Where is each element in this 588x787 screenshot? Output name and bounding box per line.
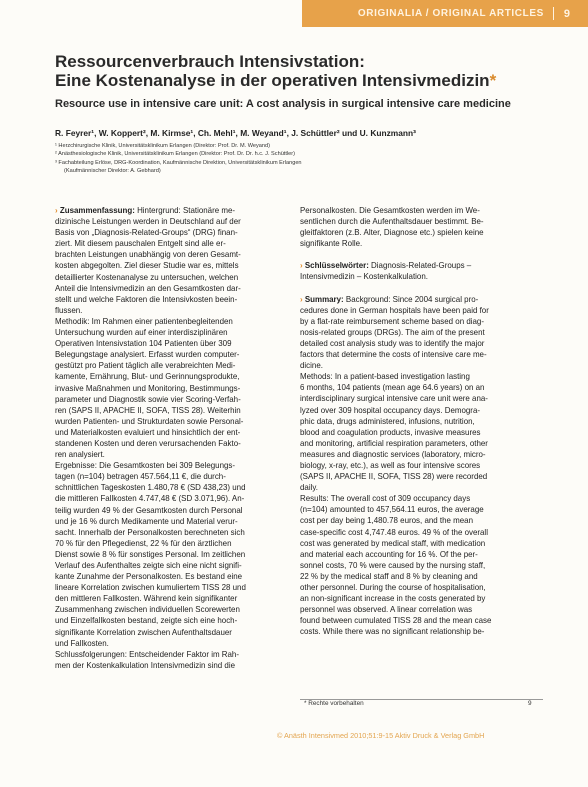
german-abstract-line: ren (SAPS II, APACHE II, SOFA, TISS 28). Weiterhin bbox=[55, 405, 241, 415]
footnote-page-number: 9 bbox=[528, 700, 532, 707]
english-abstract-line bbox=[300, 249, 543, 260]
english-abstract-line: phic data, drugs administered, infusions, nutrition, bbox=[300, 416, 475, 426]
section-arrow-icon: › bbox=[55, 206, 58, 215]
german-abstract-line: den mittleren Fallkosten. Während kein signifikanter bbox=[55, 594, 238, 604]
german-abstract-line: brachten Leistungen unabhängig von deren Gesamt- bbox=[55, 250, 241, 260]
german-abstract-line: sacht. Innerhalb der Personalkosten berechneten sich bbox=[55, 527, 245, 537]
page-number: 9 bbox=[563, 7, 570, 20]
english-abstract-line: sonnel costs, 70 % were caused by the nursing staff, bbox=[300, 560, 486, 570]
english-abstract-line: and material each accounting for 16 %. Of the per- bbox=[300, 549, 478, 559]
german-abstract-line: kamente, Ernährung, Blut- und Gerinnungsprodukte, bbox=[55, 372, 240, 382]
german-abstract-line: die mittleren Fallkosten 4.747,48 € (SD 3.071,96). An- bbox=[55, 494, 245, 504]
affiliation-3-continued: (Kaufmännischer Direktor: A. Gebhard) bbox=[64, 167, 161, 174]
english-abstract-line: Intensivmedizin – Kostenkalkulation. bbox=[300, 272, 428, 282]
german-abstract-line: signifikante Korrelation zwischen Aufenthaltsdauer bbox=[55, 627, 232, 637]
german-abstract-line: Untersuchung wurden auf einer interdisziplinären bbox=[55, 328, 228, 338]
german-abstract-line: und Einzelfallkosten bestand, zeigte sich eine hoch- bbox=[55, 616, 238, 626]
title-footnote-marker: * bbox=[489, 71, 497, 90]
english-abstract-line: Results: The overall cost of 309 occupancy days bbox=[300, 494, 471, 504]
german-abstract-line: lineare Korrelation zwischen kumuliertem TISS 28 und bbox=[55, 583, 246, 593]
affiliation-2: ² Anästhesiologische Klinik, Universitätsklinikum Erlangen (Direktor: Prof. Dr. Dr. h.c. J. Schüttler) bbox=[55, 151, 295, 158]
article-title bbox=[55, 52, 555, 90]
german-abstract-line: › Zusammenfassung: Hintergrund: Stationäre me- bbox=[55, 206, 236, 215]
german-abstract-line: kante Zunahme der Personalkosten. Es bestand eine bbox=[55, 572, 243, 582]
english-abstract-line: cost was generated by medical staff, with medication bbox=[300, 538, 486, 548]
english-abstract-line: 22 % by the medical staff and 8 % by cleaning and bbox=[300, 571, 478, 581]
english-abstract-line: Methods: In a patient-based investigation lasting bbox=[300, 372, 470, 382]
section-label: ORIGINALIA / ORIGINAL ARTICLES bbox=[357, 8, 544, 19]
german-abstract-line: Schlussfolgerungen: Entscheidender Faktor im Rah- bbox=[55, 649, 239, 659]
section-arrow-icon: › bbox=[300, 294, 303, 304]
affiliation-1: ¹ Herzchirurgische Klinik, Universitätsklinikum Erlangen (Direktor: Prof. Dr. M. Weyand) bbox=[55, 143, 271, 149]
section-arrow-icon: › bbox=[300, 261, 303, 271]
abstract-german-column bbox=[55, 205, 288, 671]
german-abstract-line: Ergebnisse: Die Gesamtkosten bei 309 Belegungs- bbox=[55, 461, 236, 471]
german-abstract-line: 70 % für den Pflegedienst, 22 % für den ärztlichen bbox=[55, 538, 232, 548]
affiliations bbox=[55, 142, 535, 175]
german-abstract-line: gestützt pro Patient täglich alle verabreichten Medi- bbox=[55, 361, 236, 371]
german-abstract-line: Methodik: Im Rahmen einer patientenbegleitenden bbox=[55, 316, 233, 326]
german-abstract-line: kosten abgegolten. Ziel dieser Studie war es, mittels bbox=[55, 261, 239, 271]
german-abstract-line: Verlauf des Aufenthaltes zeigte sich eine nicht signifi- bbox=[55, 561, 242, 570]
title-line-1: Ressourcenverbrauch Intensivstation: bbox=[55, 52, 365, 71]
abstract-english-column bbox=[300, 205, 543, 637]
german-abstract-line: Basis von „Diagnosis-Related-Groups“ (DRG) finan- bbox=[55, 228, 238, 238]
german-abstract-line: teilig wurden 49 % der Gesamtkosten durch Personal bbox=[55, 505, 243, 515]
german-abstract-line: ren analysiert. bbox=[55, 450, 105, 460]
german-abstract-line: Belegungstage analysiert. Erfasst wurden computer- bbox=[55, 350, 240, 360]
english-abstract-line: costs. While there was no significant relationship be- bbox=[300, 627, 485, 637]
english-abstract-line: interdisciplinary surgical intensive care unit were ana- bbox=[300, 394, 488, 404]
german-abstract-line: men der Kostenkalkulation Intensivmedizin sind die bbox=[55, 660, 236, 670]
english-abstract-line: › Summary: Background: Since 2004 surgical pro- bbox=[300, 294, 479, 304]
german-abstract-line: dizinische Leistungen werden in Deutschland auf der bbox=[55, 217, 241, 227]
english-abstract-line: found between cumulated TISS 28 and the mean case bbox=[300, 616, 492, 626]
english-abstract-line: sentlichen durch die Aufenthaltsdauer bestimmt. Be- bbox=[300, 217, 484, 227]
english-abstract-line: gleitfaktoren (z.B. Alter, Diagnose etc.) spielen keine bbox=[300, 228, 484, 238]
journal-footer: © Anästh Intensivmed 2010;51:9-15 Aktiv Druck & Verlag GmbH bbox=[277, 731, 485, 740]
english-abstract-line: Personalkosten. Die Gesamtkosten werden im We- bbox=[300, 206, 480, 215]
english-abstract-line: dicine. bbox=[300, 361, 323, 371]
english-abstract-line: cost per day being 1,480.78 euros, and the mean bbox=[300, 516, 473, 526]
english-abstract-line: factors that determine the costs of intensive care me- bbox=[300, 350, 487, 360]
english-abstract-line: blood and coagulation products, invasive measures bbox=[300, 427, 481, 437]
german-abstract-line: und Fallkosten. bbox=[55, 638, 109, 648]
english-abstract-line: › Schlüsselwörter: Diagnosis-Related-Groups – bbox=[300, 261, 472, 271]
german-abstract-line: Zusammenhang zwischen individuellen Scorewerten bbox=[55, 605, 240, 615]
german-abstract-line: und je 16 % durch Medikamente und Material verur- bbox=[55, 516, 238, 526]
english-abstract-line: other personnel. During the course of hospitalisation, bbox=[300, 583, 486, 592]
english-abstract-line: detailed cost analysis study was to identify the major bbox=[300, 338, 485, 348]
english-abstract-line: personnel was observed. A linear correlation was bbox=[300, 605, 473, 615]
title-line-2: Eine Kostenanalyse in der operativen Intensivmedizin bbox=[55, 71, 490, 90]
english-abstract-line: biology, x-ray, etc.), as well as four intensive scores bbox=[300, 460, 481, 470]
german-abstract-line: tagen (n=104) betragen 457.564,11 €, die durch- bbox=[55, 472, 226, 482]
german-abstract-line: parameter und Diagnostik sowie vier Scoring-Verfah- bbox=[55, 394, 241, 404]
english-abstract-line bbox=[300, 283, 543, 294]
english-abstract-line: lyzed over 309 hospital occupancy days. Demogra- bbox=[300, 405, 481, 415]
english-abstract-line: (n=104) amounted to 457,564.11 euros, the average bbox=[300, 505, 484, 515]
german-abstract-line: Dienst sowie 8 % für sonstiges Personal. Im zeitlichen bbox=[55, 549, 246, 559]
german-abstract-line: Operativen Intensivstation 104 Patienten über 309 bbox=[55, 339, 232, 349]
english-abstract-line: by a flat-rate reimbursement scheme based on diag- bbox=[300, 316, 484, 326]
english-abstract-line: nosis-related groups (DRGs). The aim of the present bbox=[300, 327, 485, 337]
english-abstract-line: and monitoring, artificial respiration parameters, other bbox=[300, 438, 488, 448]
german-abstract-line: Anteil die Intensivmedizin an den Gesamtkosten dar- bbox=[55, 283, 241, 293]
english-abstract-line: (SAPS II, APACHE II, SOFA, TISS 28) were recorded bbox=[300, 472, 488, 482]
english-abstract-line: an non-significant increase in the costs generated by bbox=[300, 594, 486, 604]
german-abstract-line: schnittlichen Tageskosten 1.480,78 € (SD 438,23) und bbox=[55, 483, 246, 493]
german-abstract-line: stellt und welche Faktoren die Intensivkosten beein- bbox=[55, 294, 238, 304]
section-header-band bbox=[302, 0, 588, 27]
german-abstract-line: flussen. bbox=[55, 305, 83, 315]
german-abstract-line: wurden Patienten- und Strukturdaten sowie Personal- bbox=[55, 416, 244, 426]
english-abstract-line: measures and diagnostic services (laboratory, micro- bbox=[300, 449, 486, 459]
english-abstract-line: daily. bbox=[300, 483, 318, 493]
german-abstract-line: standenen Kosten und deren verursachenden Fakto- bbox=[55, 438, 241, 448]
english-abstract-line: signifikante Rolle. bbox=[300, 239, 363, 249]
affiliation-3: ³ Fachabteilung Erlöse, DRG-Koordination, Kaufmännische Direktion, Universitätsklinikum Erlangen bbox=[55, 159, 302, 166]
english-abstract-line: cedures done in German hospitals have been paid for bbox=[300, 305, 489, 315]
german-abstract-line: invasive Maßnahmen und Monitoring, Bestimmungs- bbox=[55, 383, 241, 393]
title-line-2-wrap bbox=[55, 71, 555, 90]
footnote: * Rechte vorbehalten bbox=[304, 700, 364, 707]
article-subtitle: Resource use in intensive care unit: A cost analysis in surgical intensive care medicine bbox=[55, 98, 511, 110]
german-abstract-line: ziert. Mit diesem pauschalen Entgelt sind alle er- bbox=[55, 239, 226, 249]
german-abstract-line: detaillierter Kostenanalyse zu untersuchen, welchen bbox=[55, 272, 239, 282]
author-list: R. Feyrer¹, W. Koppert², M. Kirmse¹, Ch. Mehl¹, M. Weyand¹, J. Schüttler² und U. Kunzmann³ bbox=[55, 128, 416, 138]
german-abstract-line: und Materialkosten evaluiert und hinsichtlich der ent- bbox=[55, 427, 241, 437]
header-divider bbox=[553, 7, 554, 20]
english-abstract-line: 6 months, 104 patients (mean age 64.6 years) on an bbox=[300, 383, 485, 393]
english-abstract-line: case-specific cost 4,747.48 euros. 49 % of the overall bbox=[300, 527, 488, 537]
